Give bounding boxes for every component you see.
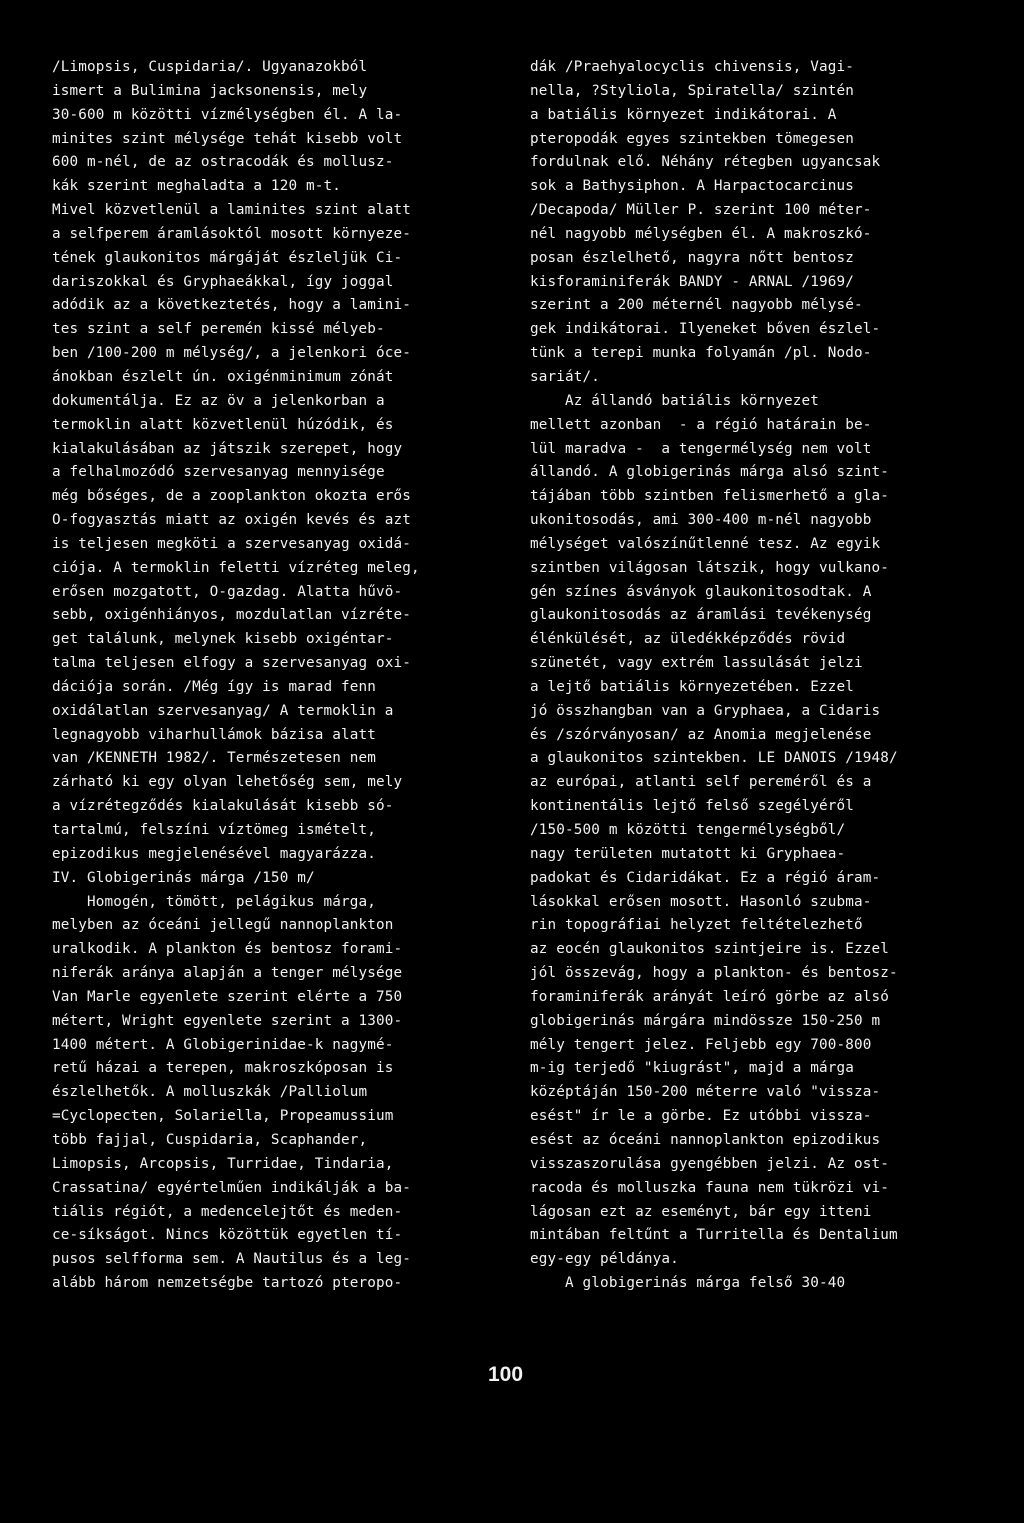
- text-line: 600 m-nél, de az ostracodák és mollusz-: [52, 154, 394, 171]
- text-line: szerint a 200 méternél nagyobb mélysé-: [530, 297, 863, 314]
- text-line: mintában feltűnt a Turritella és Dentalium: [530, 1227, 898, 1244]
- text-line: A globigerinás márga felső 30-40: [530, 1275, 846, 1292]
- text-line: zárható ki egy olyan lehetőség sem, mely: [52, 774, 403, 791]
- text-line: sebb, oxigénhiányos, mozdulatlan vízréte-: [52, 607, 412, 624]
- text-line: tájában több szintben felismerhető a gla-: [530, 488, 890, 505]
- text-line: visszaszorulása gyengébben jelzi. Az ost-: [530, 1155, 890, 1172]
- text-line: esést" ír le a görbe. Ez utóbbi vissza-: [530, 1108, 872, 1125]
- text-line: m-ig terjedő "kiugrást", majd a márga: [530, 1060, 855, 1077]
- text-line: =Cyclopecten, Solariella, Propeamussium: [52, 1108, 394, 1125]
- text-line: rin topográfiai helyzet feltételezhető: [530, 917, 863, 934]
- text-line: talma teljesen elfogy a szervesanyag oxi-: [52, 655, 412, 672]
- text-line: glaukonitosodás az áramlási tevékenység: [530, 607, 872, 624]
- text-line: lül maradva - a tengermélység nem volt: [530, 440, 872, 457]
- text-line: O-fogyasztás miatt az oxigén kevés és azt: [52, 512, 412, 529]
- text-line: élénkülését, az üledékképződés rövid: [530, 631, 846, 648]
- text-line: dokumentálja. Ez az öv a jelenkorban a: [52, 392, 385, 409]
- text-line: fordulnak elő. Néhány rétegben ugyancsak: [530, 154, 881, 171]
- text-line: /Decapoda/ Müller P. szerint 100 méter-: [530, 202, 872, 219]
- text-line: ismert a Bulimina jacksonensis, mely: [52, 82, 368, 99]
- text-line: a felhalmozódó szervesanyag mennyisége: [52, 464, 385, 481]
- text-line: legnagyobb viharhullámok bázisa alatt: [52, 726, 377, 743]
- text-line: kisforaminiferák BANDY - ARNAL /1969/: [530, 273, 855, 290]
- text-line: racoda és molluszka fauna nem tükrözi vi-: [530, 1179, 890, 1196]
- text-line: tünk a terepi munka folyamán /pl. Nodo-: [530, 345, 872, 362]
- text-line: a selfperem áramlásoktól mosott környeze-: [52, 225, 412, 242]
- text-line: niferák aránya alapján a tenger mélysége: [52, 965, 403, 982]
- text-line: erősen mozgatott, O-gazdag. Alatta hűvö-: [52, 583, 403, 600]
- text-line: 1400 métert. A Globigerinidae-k nagymé-: [52, 1036, 394, 1053]
- text-line: az eocén glaukonitos szintjeire is. Ezzel: [530, 941, 890, 958]
- text-line: szintben világosan látszik, hogy vulkano-: [530, 559, 890, 576]
- text-line: epizodikus megjelenésével magyarázza.: [52, 845, 377, 862]
- text-line: is teljesen megköti a szervesanyag oxidá-: [52, 535, 412, 552]
- text-line: van /KENNETH 1982/. Természetesen nem: [52, 750, 377, 767]
- text-line: oxidálatlan szervesanyag/ A termoklin a: [52, 702, 394, 719]
- text-line: alább három nemzetségbe tartozó pteropo-: [52, 1275, 403, 1292]
- text-line: get találunk, melynek kisebb oxigéntar-: [52, 631, 394, 648]
- text-line: mélységet valószínűtlenné tesz. Az egyik: [530, 535, 881, 552]
- text-line: melyben az óceáni jellegű nannoplankton: [52, 917, 394, 934]
- text-line: padokat és Cidaridákat. Ez a régió áram-: [530, 869, 881, 886]
- text-line: ukonitosodás, ami 300-400 m-nél nagyobb: [530, 512, 872, 529]
- text-line: pteropodák egyes szintekben tömegesen: [530, 130, 855, 147]
- text-line: dák /Praehyalocyclis chivensis, Vagi-: [530, 59, 855, 75]
- text-line: tes szint a self peremén kissé mélyeb-: [52, 321, 385, 338]
- text-line: gek indikátorai. Ilyeneket bőven észlel-: [530, 321, 881, 338]
- text-line: az európai, atlanti self pereméről és a: [530, 774, 872, 791]
- text-line: ánokban észlelt ún. oxigénminimum zónát: [52, 368, 394, 385]
- text-line: mellett azonban - a régió határain be-: [530, 416, 872, 433]
- text-line: jól összevág, hogy a plankton- és bentosz-: [530, 965, 898, 982]
- text-line: Mivel közvetlenül a laminites szint alatt: [52, 202, 412, 219]
- text-line: uralkodik. A plankton és bentosz forami-: [52, 941, 403, 958]
- text-line: posan észlelhető, nagyra nőtt bentosz: [530, 249, 855, 266]
- text-line: adódik az a következtetés, hogy a lamini-: [52, 297, 412, 314]
- text-line: ben /100-200 m mélység/, a jelenkori óce-: [52, 345, 412, 362]
- text-line: foraminiferák arányát leíró görbe az alsó: [530, 988, 890, 1005]
- text-line: észlelhetők. A molluszkák /Palliolum: [52, 1084, 368, 1101]
- text-line: minites szint mélysége tehát kisebb volt: [52, 130, 403, 147]
- text-line: 30-600 m közötti vízmélységben él. A la-: [52, 106, 403, 123]
- text-line: /Limopsis, Cuspidaria/. Ugyanazokból: [52, 59, 368, 75]
- page-number: 100: [488, 1363, 524, 1386]
- text-line: ciója. A termoklin feletti vízréteg meleg,: [52, 559, 420, 576]
- text-line: lágosan ezt az eseményt, bár egy itteni: [530, 1203, 872, 1220]
- text-line: sok a Bathysiphon. A Harpactocarcinus: [530, 178, 855, 195]
- text-line: Homogén, tömött, pelágikus márga,: [52, 893, 377, 910]
- text-line: globigerinás márgára mindössze 150-250 m: [530, 1012, 881, 1029]
- text-line: Crassatina/ egyértelműen indikálják a ba-: [52, 1179, 412, 1196]
- text-line: Limopsis, Arcopsis, Turridae, Tindaria,: [52, 1155, 394, 1172]
- text-line: tének glaukonitos márgáját észleljük Ci-: [52, 249, 403, 266]
- text-line: gén színes ásványok glaukonitosodtak. A: [530, 583, 872, 600]
- text-line: a glaukonitos szintekben. LE DANOIS /1948/: [530, 750, 898, 767]
- text-line: retű házai a terepen, makroszkóposan is: [52, 1060, 394, 1077]
- text-line: több fajjal, Cuspidaria, Scaphander,: [52, 1131, 368, 1148]
- text-line: kák szerint meghaladta a 120 m-t.: [52, 178, 341, 195]
- text-line: tartalmú, felszíni víztömeg ismételt,: [52, 822, 377, 838]
- left-column: [52, 56, 482, 1296]
- text-line: ce-síkságot. Nincs közöttük egyetlen tí-: [52, 1227, 403, 1244]
- text-line: termoklin alatt közvetlenül húzódik, és: [52, 416, 394, 433]
- text-line: pusos selfforma sem. A Nautilus és a leg-: [52, 1251, 412, 1268]
- text-line: tiális régiót, a medencelejtőt és meden-: [52, 1203, 403, 1220]
- text-line: még bőséges, de a zooplankton okozta erős: [52, 488, 412, 505]
- text-line: dariszokkal és Gryphaeákkal, így joggal: [52, 273, 394, 290]
- text-line: és /szórványosan/ az Anomia megjelenése: [530, 726, 872, 743]
- text-line: dációja során. /Még így is marad fenn: [52, 678, 377, 695]
- text-line: a batiális környezet indikátorai. A: [530, 106, 837, 123]
- text-line: nella, ?Styliola, Spiratella/ szintén: [530, 82, 855, 99]
- text-line: IV. Globigerinás márga /150 m/: [52, 869, 315, 886]
- text-line: kialakulásában az játszik szerepet, hogy: [52, 440, 403, 457]
- text-line: Az állandó batiális környezet: [530, 392, 819, 409]
- text-line: lásokkal erősen mosott. Hasonló szubma-: [530, 893, 872, 910]
- text-line: középtáján 150-200 méterre való "vissza-: [530, 1084, 881, 1101]
- text-line: egy-egy példánya.: [530, 1251, 679, 1268]
- text-line: mély tengert jelez. Feljebb egy 700-800: [530, 1036, 872, 1053]
- text-line: /150-500 m közötti tengermélységből/: [530, 822, 846, 838]
- text-line: szünetét, vagy extrém lassulását jelzi: [530, 655, 863, 672]
- text-line: jó összhangban van a Gryphaea, a Cidaris: [530, 702, 881, 719]
- right-column: [530, 56, 970, 1296]
- text-line: kontinentális lejtő felső szegélyéről: [530, 798, 855, 815]
- text-line: a lejtő batiális környezetében. Ezzel: [530, 678, 855, 695]
- text-line: Van Marle egyenlete szerint elérte a 750: [52, 988, 403, 1005]
- text-line: nél nagyobb mélységben él. A makroszkó-: [530, 225, 872, 242]
- text-line: nagy területen mutatott ki Gryphaea-: [530, 845, 846, 862]
- text-line: métert, Wright egyenlete szerint a 1300-: [52, 1012, 403, 1029]
- text-line: sariát/.: [530, 368, 601, 385]
- text-line: esést az óceáni nannoplankton epizodikus: [530, 1131, 881, 1148]
- text-line: állandó. A globigerinás márga alsó szint-: [530, 464, 890, 481]
- text-line: a vízrétegződés kialakulását kisebb só-: [52, 798, 394, 815]
